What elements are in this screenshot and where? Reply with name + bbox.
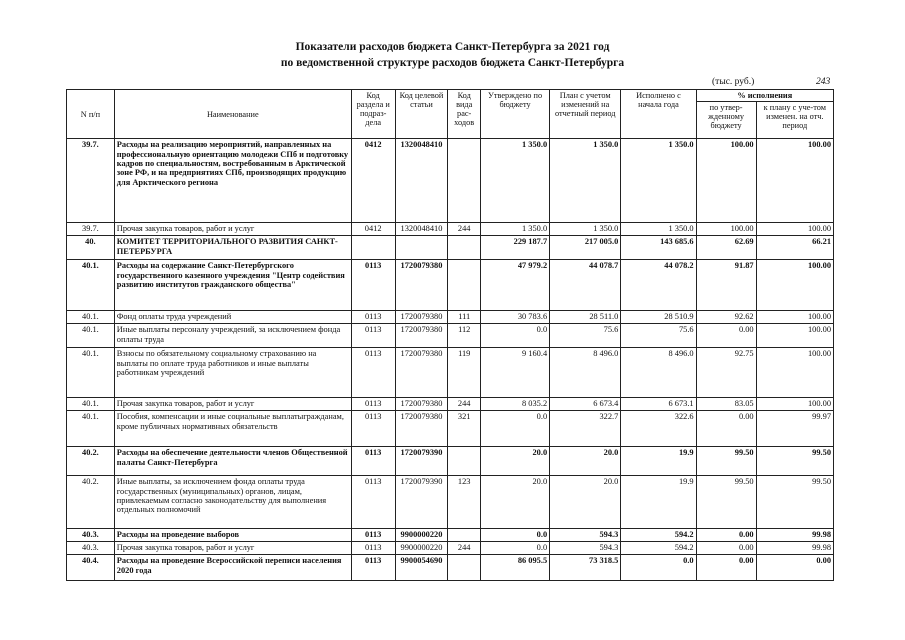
row-executed: 143 685.6 <box>621 236 696 260</box>
row-approved: 30 783.6 <box>480 311 549 324</box>
table-row <box>67 311 834 324</box>
row-approved: 1 350.0 <box>480 139 549 223</box>
row-executed: 75.6 <box>621 324 696 348</box>
row-pct-plan: 100.00 <box>756 260 833 311</box>
row-type-code: 111 <box>448 311 481 324</box>
row-pct-plan: 99.97 <box>756 411 833 447</box>
row-pct-plan: 99.50 <box>756 476 833 529</box>
row-approved: 229 187.7 <box>480 236 549 260</box>
row-name: КОМИТЕТ ТЕРРИТОРИАЛЬНОГО РАЗВИТИЯ САНКТ-ПЕТЕРБУРГА <box>114 236 351 260</box>
row-pct-plan: 100.00 <box>756 139 833 223</box>
row-section-code: 0113 <box>351 447 395 476</box>
header-section-code: Код раздела и подраз-дела <box>351 90 395 139</box>
row-section-code: 0113 <box>351 529 395 542</box>
row-approved: 0.0 <box>480 542 549 555</box>
row-article-code: 1720079380 <box>395 398 448 411</box>
row-article-code <box>395 236 448 260</box>
header-executed: Исполнено с начала года <box>621 90 696 139</box>
row-section-code <box>351 236 395 260</box>
row-pct-plan: 0.00 <box>756 555 833 581</box>
row-article-code: 1720079380 <box>395 411 448 447</box>
row-section-code: 0113 <box>351 260 395 311</box>
row-pct-approved: 99.50 <box>696 476 756 529</box>
row-type-code <box>448 139 481 223</box>
row-type-code: 244 <box>448 223 481 236</box>
report-subtitle: по ведомственной структуре расходов бюджета Санкт-Петербурга <box>280 57 625 69</box>
row-number: 40.3. <box>67 542 115 555</box>
row-number: 40.1. <box>67 311 115 324</box>
row-number: 40.1. <box>67 260 115 311</box>
row-plan: 28 511.0 <box>550 311 621 324</box>
table-row <box>67 447 834 476</box>
row-approved: 86 095.5 <box>480 555 549 581</box>
row-article-code: 1320048410 <box>395 139 448 223</box>
table-row <box>67 411 834 447</box>
row-pct-approved: 0.00 <box>696 324 756 348</box>
row-article-code: 9900000220 <box>395 529 448 542</box>
row-plan: 1 350.0 <box>550 223 621 236</box>
row-name: Прочая закупка товаров, работ и услуг <box>114 542 351 555</box>
row-type-code <box>448 529 481 542</box>
row-type-code: 119 <box>448 348 481 398</box>
row-type-code: 112 <box>448 324 481 348</box>
row-executed: 594.2 <box>621 542 696 555</box>
row-type-code: 321 <box>448 411 481 447</box>
table-row <box>67 476 834 529</box>
row-pct-plan: 66.21 <box>756 236 833 260</box>
table-row <box>67 398 834 411</box>
row-type-code: 244 <box>448 398 481 411</box>
row-executed: 1 350.0 <box>621 223 696 236</box>
row-plan: 20.0 <box>550 476 621 529</box>
row-article-code: 9900054690 <box>395 555 448 581</box>
row-name: Расходы на проведение Всероссийской переписи населения 2020 года <box>114 555 351 581</box>
row-article-code: 1320048410 <box>395 223 448 236</box>
row-name: Взносы по обязательному социальному страхованию на выплаты по оплате труда работников и иные выплаты работникам учреждений <box>114 348 351 398</box>
header-type-code: Код вида рас-ходов <box>448 90 481 139</box>
table-row <box>67 236 834 260</box>
row-approved: 8 035.2 <box>480 398 549 411</box>
row-plan: 322.7 <box>550 411 621 447</box>
row-pct-approved: 92.75 <box>696 348 756 398</box>
row-number: 40. <box>67 236 115 260</box>
row-type-code <box>448 236 481 260</box>
row-approved: 20.0 <box>480 476 549 529</box>
row-article-code: 1720079390 <box>395 476 448 529</box>
row-pct-approved: 62.69 <box>696 236 756 260</box>
row-name: Иные выплаты, за исключением фонда оплаты труда государственных (муниципальных) органов, лицам, привлекаемым согласно законодательству для выполнения отдельных полномочий <box>114 476 351 529</box>
row-name: Пособия, компенсации и иные социальные выплатыгражданам, кроме публичных нормативных обязательств <box>114 411 351 447</box>
table-row <box>67 555 834 581</box>
row-pct-plan: 99.98 <box>756 542 833 555</box>
row-plan: 594.3 <box>550 529 621 542</box>
row-name: Фонд оплаты труда учреждений <box>114 311 351 324</box>
row-pct-plan: 99.98 <box>756 529 833 542</box>
row-number: 40.1. <box>67 398 115 411</box>
row-number: 40.2. <box>67 476 115 529</box>
table-row <box>67 324 834 348</box>
table-row <box>67 139 834 223</box>
row-article-code: 1720079390 <box>395 447 448 476</box>
row-plan: 217 005.0 <box>550 236 621 260</box>
report-title: Показатели расходов бюджета Санкт-Петербурга за 2021 год <box>295 41 610 53</box>
header-article-code: Код целевой статьи <box>395 90 448 139</box>
table-row <box>67 223 834 236</box>
row-executed: 0.0 <box>621 555 696 581</box>
row-number: 40.2. <box>67 447 115 476</box>
row-name: Прочая закупка товаров, работ и услуг <box>114 398 351 411</box>
row-pct-approved: 0.00 <box>696 529 756 542</box>
row-plan: 44 078.7 <box>550 260 621 311</box>
row-name: Прочая закупка товаров, работ и услуг <box>114 223 351 236</box>
row-pct-approved: 100.00 <box>696 223 756 236</box>
row-plan: 1 350.0 <box>550 139 621 223</box>
row-plan: 6 673.4 <box>550 398 621 411</box>
row-section-code: 0412 <box>351 139 395 223</box>
row-approved: 0.0 <box>480 411 549 447</box>
row-pct-approved: 99.50 <box>696 447 756 476</box>
row-pct-plan: 100.00 <box>756 398 833 411</box>
row-name: Иные выплаты персоналу учреждений, за исключением фонда оплаты труда <box>114 324 351 348</box>
row-name: Расходы на обеспечение деятельности членов Общественной палаты Санкт-Петербурга <box>114 447 351 476</box>
row-executed: 594.2 <box>621 529 696 542</box>
row-plan: 594.3 <box>550 542 621 555</box>
row-pct-approved: 83.05 <box>696 398 756 411</box>
row-section-code: 0113 <box>351 476 395 529</box>
table-row <box>67 260 834 311</box>
row-executed: 8 496.0 <box>621 348 696 398</box>
row-type-code <box>448 260 481 311</box>
row-approved: 0.0 <box>480 529 549 542</box>
row-approved: 47 979.2 <box>480 260 549 311</box>
row-number: 40.1. <box>67 348 115 398</box>
header-pct-plan: к плану с уче-том изменен. на отч. период <box>756 102 833 139</box>
row-executed: 19.9 <box>621 447 696 476</box>
row-section-code: 0113 <box>351 398 395 411</box>
row-number: 39.7. <box>67 139 115 223</box>
row-executed: 6 673.1 <box>621 398 696 411</box>
row-name: Расходы на реализацию мероприятий, направленных на профессиональную ориентацию молодежи СПб и подготовку кадров по специальностям, востребованным в Арктической зоне РФ, и на предприятиях СПб, производящих продукцию для Арктического региона <box>114 139 351 223</box>
row-name: Расходы на содержание Санкт-Петербургского государственного казенного учреждения "Центр содействия развитию институтов гражданского общества" <box>114 260 351 311</box>
header-plan: План с учетом изменений на отчетный период <box>550 90 621 139</box>
row-section-code: 0113 <box>351 348 395 398</box>
row-type-code <box>448 555 481 581</box>
row-section-code: 0113 <box>351 324 395 348</box>
row-number: 40.1. <box>67 324 115 348</box>
row-executed: 322.6 <box>621 411 696 447</box>
row-article-code: 1720079380 <box>395 311 448 324</box>
units-label: (тыс. руб.) <box>712 77 755 87</box>
row-plan: 20.0 <box>550 447 621 476</box>
header-pct-approved: по утвер-жденному бюджету <box>696 102 756 139</box>
row-article-code: 1720079380 <box>395 348 448 398</box>
row-pct-approved: 0.00 <box>696 411 756 447</box>
row-plan: 8 496.0 <box>550 348 621 398</box>
budget-table <box>66 89 834 581</box>
row-plan: 73 318.5 <box>550 555 621 581</box>
row-approved: 1 350.0 <box>480 223 549 236</box>
row-executed: 19.9 <box>621 476 696 529</box>
header-pct-group: % исполнения <box>696 90 833 102</box>
row-article-code: 9900000220 <box>395 542 448 555</box>
page-number: 243 <box>816 77 831 87</box>
table-body <box>67 139 834 581</box>
row-plan: 75.6 <box>550 324 621 348</box>
row-approved: 0.0 <box>480 324 549 348</box>
row-pct-plan: 100.00 <box>756 311 833 324</box>
row-approved: 9 160.4 <box>480 348 549 398</box>
row-number: 39.7. <box>67 223 115 236</box>
row-section-code: 0113 <box>351 311 395 324</box>
row-section-code: 0113 <box>351 542 395 555</box>
row-article-code: 1720079380 <box>395 260 448 311</box>
row-pct-approved: 100.00 <box>696 139 756 223</box>
header-name: Наименование <box>114 90 351 139</box>
table-row <box>67 529 834 542</box>
row-pct-approved: 92.62 <box>696 311 756 324</box>
row-pct-plan: 99.50 <box>756 447 833 476</box>
row-pct-approved: 91.87 <box>696 260 756 311</box>
row-number: 40.3. <box>67 529 115 542</box>
row-pct-plan: 100.00 <box>756 223 833 236</box>
row-pct-plan: 100.00 <box>756 348 833 398</box>
table-row <box>67 348 834 398</box>
row-executed: 28 510.9 <box>621 311 696 324</box>
row-pct-approved: 0.00 <box>696 555 756 581</box>
row-approved: 20.0 <box>480 447 549 476</box>
row-type-code: 123 <box>448 476 481 529</box>
row-executed: 1 350.0 <box>621 139 696 223</box>
row-type-code <box>448 447 481 476</box>
row-executed: 44 078.2 <box>621 260 696 311</box>
row-pct-plan: 100.00 <box>756 324 833 348</box>
row-type-code: 244 <box>448 542 481 555</box>
row-article-code: 1720079380 <box>395 324 448 348</box>
row-section-code: 0113 <box>351 411 395 447</box>
header-num: N п/п <box>67 90 115 139</box>
row-section-code: 0412 <box>351 223 395 236</box>
table-row <box>67 542 834 555</box>
row-name: Расходы на проведение выборов <box>114 529 351 542</box>
row-section-code: 0113 <box>351 555 395 581</box>
row-pct-approved: 0.00 <box>696 542 756 555</box>
row-number: 40.1. <box>67 411 115 447</box>
row-number: 40.4. <box>67 555 115 581</box>
header-approved: Утверждено по бюджету <box>480 90 549 139</box>
